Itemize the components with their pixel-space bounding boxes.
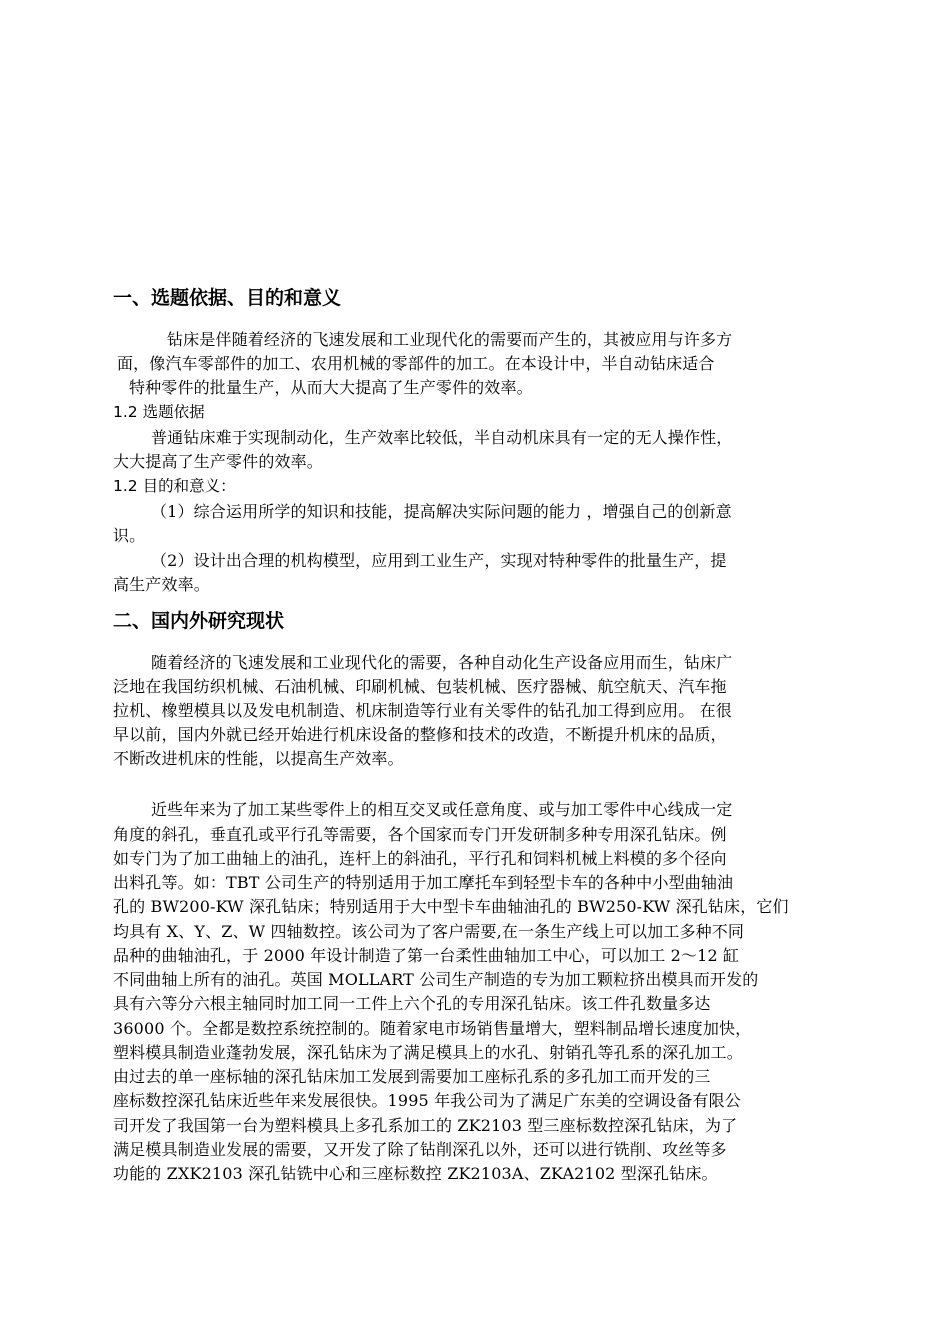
paragraph-line: 司开发了我国第一台为塑料模具上多孔系加工的 ZK2103 型三座标数控深孔钻床，为了: [113, 1116, 738, 1135]
paragraph-line: 座标数控深孔钻床近些年来发展很快。1995 年我公司为了满足广东美的空调设备有限公: [113, 1091, 741, 1110]
purpose-item-line: （2）设计出合理的机构模型，应用到工业生产，实现对特种零件的批量生产，提: [151, 551, 727, 570]
subsection-purpose-heading: 1.2 目的和意义：: [113, 477, 236, 495]
paragraph-line: 早以前，国内外就已经开始进行机床设备的整修和技术的改造，不断提升机床的品质，: [113, 725, 727, 744]
paragraph-line: 出料孔等。如：TBT 公司生产的特别适用于加工摩托车到轻型卡车的各种中小型曲轴油: [113, 873, 734, 892]
paragraph-line: 具有六等分六根主轴同时加工同一工件上六个孔的专用深孔钻床。该工件孔数量多达: [113, 994, 711, 1013]
section-1-intro-line: 面，像汽车零部件的加工、农用机械的零部件的加工。在本设计中，半自动钻床适合: [117, 354, 715, 373]
paragraph-line: 36000 个。全都是数控系统控制的。随着家电市场销售量增大，塑料制品增长速度加快，: [113, 1019, 752, 1038]
section-1-intro-line: 钻床是伴随着经济的飞速发展和工业现代化的需要而产生的，其被应用与许多方: [167, 330, 733, 349]
paragraph-line: 塑料模具制造业蓬勃发展，深孔钻床为了满足模具上的水孔、射销孔等孔系的深孔加工。: [113, 1043, 743, 1062]
paragraph-line: 如专门为了加工曲轴上的油孔，连杆上的斜油孔，平行孔和饲料机械上料模的多个径向: [113, 849, 727, 868]
section-1-intro-line: 特种零件的批量生产，从而大大提高了生产零件的效率。: [129, 378, 533, 397]
paragraph-line: 不同曲轴上所有的油孔。英国 MOLLART 公司生产制造的专为加工颗粒挤出模具而开发的: [113, 970, 759, 989]
subsection-basis-heading: 1.2 选题依据: [113, 403, 205, 421]
paragraph-line: 孔的 BW200-KW 深孔钻床；特别适用于大中型卡车曲轴油孔的 BW250-KW 深孔钻床，它们: [113, 897, 789, 916]
paragraph-line: 随着经济的飞速发展和工业现代化的需要，各种自动化生产设备应用而生，钻床广: [151, 653, 733, 672]
paragraph-line: 均具有 X、Y、Z、W 四轴数控。该公司为了客户需要,在一条生产线上可以加工多种不同: [113, 922, 745, 941]
paragraph-line: 近些年来为了加工某些零件上的相互交叉或任意角度、或与加工零件中心线成一定: [151, 800, 733, 819]
paragraph-line: 由过去的单一座标轴的深孔钻床加工发展到需要加工座标孔系的多孔加工而开发的三: [113, 1067, 711, 1086]
purpose-item-line: 高生产效率。: [113, 575, 210, 594]
paragraph-line: 满足模具制造业发展的需要，又开发了除了钻削深孔以外，还可以进行铣削、攻丝等多: [113, 1140, 727, 1159]
paragraph-line: 功能的 ZXK2103 深孔钻铣中心和三座标数控 ZK2103A、ZKA2102 型深孔钻床。: [113, 1164, 718, 1183]
paragraph-line: 拉机、橡塑模具以及发电机制造、机床制造等行业有关零件的钻孔加工得到应用。 在很: [113, 701, 732, 720]
basis-line: 大大提高了生产零件的效率。: [113, 452, 323, 471]
paragraph-line: 泛地在我国纺织机械、石油机械、印刷机械、包装机械、医疗器械、航空航天、汽车拖: [113, 677, 727, 696]
purpose-item-line: 识。: [113, 526, 146, 545]
purpose-item-line: （1）综合运用所学的知识和技能，提高解决实际问题的能力 ，增强自己的创新意: [151, 502, 732, 521]
paragraph-line: 不断改进机床的性能，以提高生产效率。: [113, 749, 404, 768]
section-1-heading: 一、选题依据、目的和意义: [113, 287, 342, 309]
section-2-heading: 二、国内外研究现状: [113, 610, 285, 632]
basis-line: 普通钻床难于实现制动化，生产效率比较低，半自动机床具有一定的无人操作性，: [151, 428, 733, 447]
paragraph-line: 品种的曲轴油孔，于 2000 年设计制造了第一台柔性曲轴加工中心，可以加工 2～12 缸: [113, 946, 740, 965]
paragraph-line: 角度的斜孔，垂直孔或平行孔等需要，各个国家而专门开发研制多种专用深孔钻床。例: [113, 825, 727, 844]
